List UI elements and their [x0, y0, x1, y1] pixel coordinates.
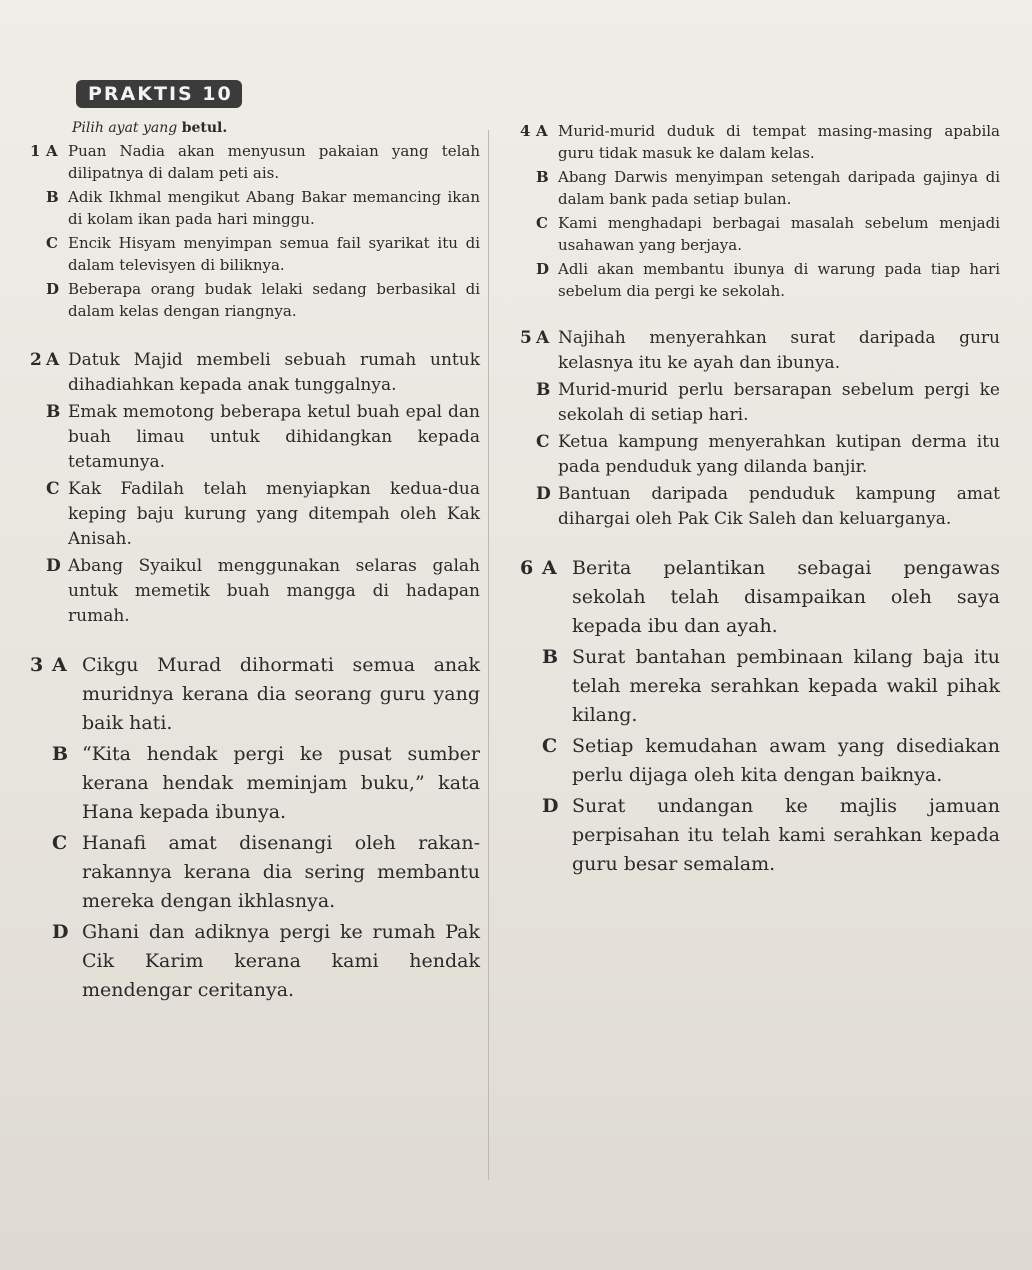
option-letter: C [46, 234, 58, 252]
option-letter: B [46, 188, 59, 206]
option-letter: A [46, 142, 58, 160]
option-letter: A [46, 350, 60, 370]
option-letter: D [46, 556, 61, 576]
spacer [520, 732, 542, 790]
option-2d[interactable] [30, 554, 480, 629]
instruction [72, 120, 227, 136]
question-number: 1 [30, 142, 41, 160]
option-text: Bantuan daripada penduduk kampung amat dihargai oleh Pak Cik Saleh dan keluarganya. [558, 484, 1000, 529]
spacer [30, 829, 52, 916]
question-4 [520, 120, 1000, 302]
option-text: Hanafi amat disenangi oleh rakan-rakannya kerana dia sering membantu mereka dengan ikhlasnya. [82, 832, 480, 912]
section-badge: PRAKTIS 10 [76, 80, 242, 108]
option-text: Datuk Majid membeli sebuah rumah untuk dihadiahkan kepada anak tunggalnya. [68, 350, 480, 395]
option-letter: B [536, 168, 549, 186]
option-letter: B [46, 402, 61, 422]
option-letter: D [536, 260, 550, 278]
option-text: Ghani dan adiknya pergi ke rumah Pak Cik Karim kerana kami hendak mendengar ceritanya. [82, 921, 480, 1001]
option-letter: C [46, 479, 60, 499]
option-letter: B [52, 743, 69, 765]
option-text: Murid-murid perlu bersarapan sebelum pergi ke sekolah di setiap hari. [558, 380, 1000, 425]
spacer [30, 554, 46, 629]
spacer [520, 166, 536, 210]
spacer [30, 278, 46, 322]
spacer [30, 400, 46, 475]
option-5b[interactable] [520, 378, 1000, 428]
option-1c[interactable] [30, 232, 480, 276]
spacer [30, 740, 52, 827]
option-text: Setiap kemudahan awam yang disediakan perlu dijaga oleh kita dengan baiknya. [572, 735, 1000, 786]
option-1a[interactable] [30, 140, 480, 184]
option-text: Cikgu Murad dihormati semua anak muridnya kerana dia seorang guru yang baik hati. [82, 654, 480, 734]
spacer [520, 212, 536, 256]
option-text: Encik Hisyam menyimpan semua fail syarikat itu di dalam televisyen di biliknya. [68, 234, 480, 274]
option-text: Kami menghadapi berbagai masalah sebelum menjadi usahawan yang berjaya. [558, 214, 1000, 254]
option-letter: D [52, 921, 69, 943]
option-letter: B [536, 380, 551, 400]
option-letter: A [542, 557, 557, 579]
option-text: Najihah menyerahkan surat daripada guru kelasnya itu ke ayah dan ibunya. [558, 328, 1000, 373]
question-3 [30, 651, 480, 1005]
option-6d[interactable] [520, 792, 1000, 879]
spacer [520, 643, 542, 730]
column-divider [488, 130, 489, 1180]
right-column [520, 92, 1000, 899]
question-number: 5 [520, 328, 532, 348]
left-column [30, 140, 480, 1025]
instruction-text: Pilih ayat yang [72, 120, 178, 136]
option-letter: A [536, 122, 548, 140]
option-text: Emak memotong beberapa ketul buah epal dan buah limau untuk dihidangkan kepada tetamunya. [68, 402, 480, 472]
spacer [520, 258, 536, 302]
option-text: Kak Fadilah telah menyiapkan kedua-dua keping baju kurung yang ditempah oleh Kak Anisah. [68, 479, 480, 549]
option-3a[interactable] [30, 651, 480, 738]
option-text: Abang Darwis menyimpan setengah daripada gajinya di dalam bank pada setiap bulan. [558, 168, 1000, 208]
option-5d[interactable] [520, 482, 1000, 532]
option-text: Adik Ikhmal mengikut Abang Bakar memancing ikan di kolam ikan pada hari minggu. [68, 188, 480, 228]
option-text: Surat bantahan pembinaan kilang baja itu telah mereka serahkan kepada wakil pihak kilang. [572, 646, 1000, 726]
option-text: “Kita hendak pergi ke pusat sumber kerana hendak meminjam buku,” kata Hana kepada ibunya. [82, 743, 480, 823]
option-text: Beberapa orang budak lelaki sedang berbasikal di dalam kelas dengan riangnya. [68, 280, 480, 320]
question-number: 6 [520, 557, 534, 579]
option-5c[interactable] [520, 430, 1000, 480]
spacer [520, 482, 536, 532]
option-6b[interactable] [520, 643, 1000, 730]
spacer [520, 430, 536, 480]
option-3d[interactable] [30, 918, 480, 1005]
option-1b[interactable] [30, 186, 480, 230]
option-1d[interactable] [30, 278, 480, 322]
option-6a[interactable] [520, 554, 1000, 641]
spacer [30, 477, 46, 552]
question-number: 3 [30, 654, 44, 676]
instruction-emphasis: betul. [181, 120, 228, 136]
option-letter: D [542, 795, 559, 817]
spacer [30, 918, 52, 1005]
option-letter: A [536, 328, 550, 348]
option-letter: B [542, 646, 559, 668]
question-6 [520, 554, 1000, 879]
question-number: 2 [30, 350, 42, 370]
option-text: Surat undangan ke majlis jamuan perpisahan itu telah kami serahkan kepada guru besar semalam. [572, 795, 1000, 875]
option-4b[interactable] [520, 166, 1000, 210]
option-4c[interactable] [520, 212, 1000, 256]
option-letter: C [52, 832, 68, 854]
option-letter: C [536, 214, 548, 232]
option-3b[interactable] [30, 740, 480, 827]
option-text: Adli akan membantu ibunya di warung pada tiap hari sebelum dia pergi ke sekolah. [558, 260, 1000, 300]
option-6c[interactable] [520, 732, 1000, 790]
option-2a[interactable] [30, 348, 480, 398]
option-text: Abang Syaikul menggunakan selaras galah untuk memetik buah mangga di hadapan rumah. [68, 556, 480, 626]
question-number: 4 [520, 122, 531, 140]
option-4a[interactable] [520, 120, 1000, 164]
option-letter: C [542, 735, 558, 757]
question-2 [30, 348, 480, 629]
option-letter: C [536, 432, 550, 452]
question-1 [30, 140, 480, 322]
question-5 [520, 326, 1000, 532]
option-2b[interactable] [30, 400, 480, 475]
spacer [520, 792, 542, 879]
option-text: Ketua kampung menyerahkan kutipan derma itu pada penduduk yang dilanda banjir. [558, 432, 1000, 477]
option-text: Puan Nadia akan menyusun pakaian yang telah dilipatnya di dalam peti ais. [68, 142, 480, 182]
spacer [30, 186, 46, 230]
option-3c[interactable] [30, 829, 480, 916]
option-text: Berita pelantikan sebagai pengawas sekolah telah disampaikan oleh saya kepada ibu dan ayah. [572, 557, 1000, 637]
option-4d[interactable] [520, 258, 1000, 302]
spacer [520, 378, 536, 428]
option-text: Murid-murid duduk di tempat masing-masing apabila guru tidak masuk ke dalam kelas. [558, 122, 1000, 162]
spacer [30, 232, 46, 276]
option-letter: D [536, 484, 551, 504]
option-2c[interactable] [30, 477, 480, 552]
option-5a[interactable] [520, 326, 1000, 376]
option-letter: A [52, 654, 67, 676]
option-letter: D [46, 280, 60, 298]
